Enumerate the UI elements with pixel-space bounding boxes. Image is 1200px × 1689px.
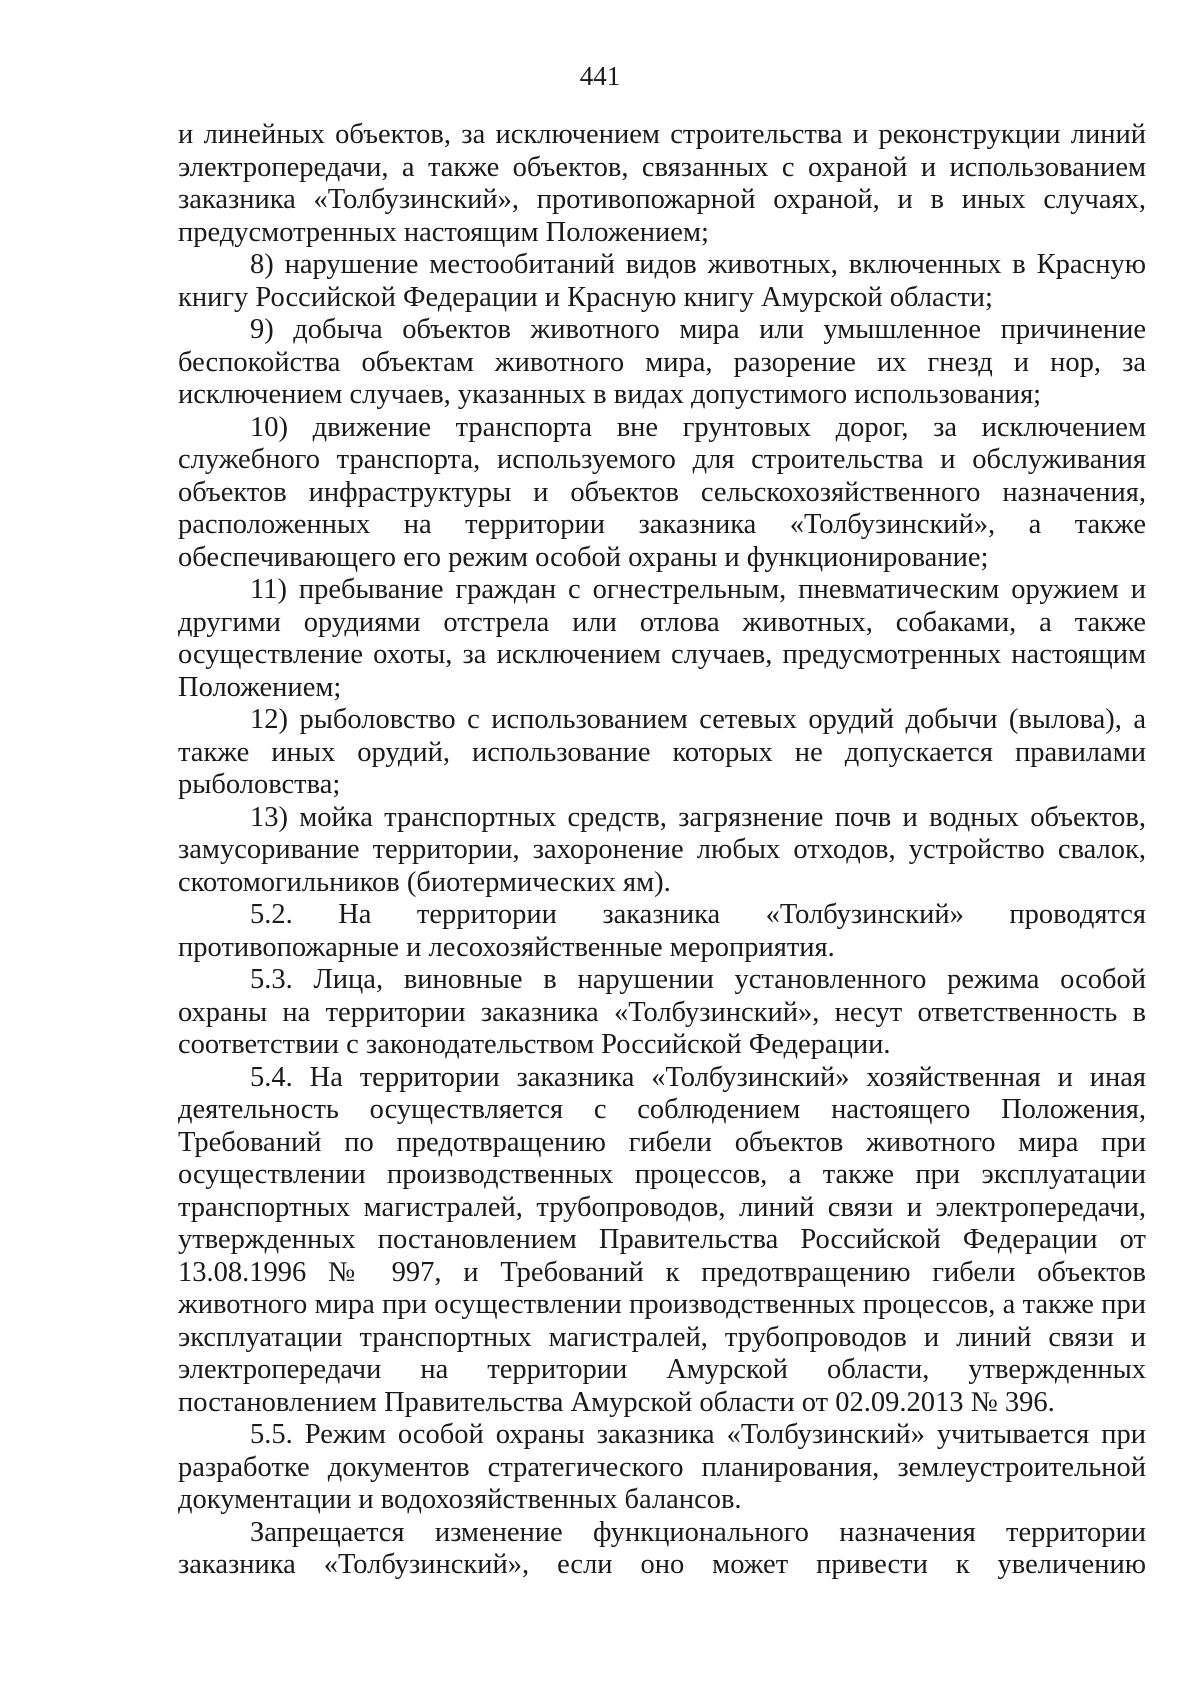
paragraph-5-5: 5.5. Режим особой охраны заказника «Толбузинский» учитывается при разработке документов стратегического планирования, землеустроительной документации и водохозяйственных балансов. <box>178 1419 1146 1515</box>
paragraph-item-11: 11) пребывание граждан с огнестрельным, пневматическим оружием и другими орудиями отстрела или отлова животных, собаками, а также осуществление охоты, за исключением случаев, предусмотренных настоящим Положением; <box>178 574 1146 703</box>
paragraph-item-13: 13) мойка транспортных средств, загрязнение почв и водных объектов, замусоривание территории, захоронение любых отходов, устройство свалок, скотомогильников (биотермических ям). <box>178 801 1146 898</box>
page-number: 441 <box>579 61 621 91</box>
paragraph-continuation: и линейных объектов, за исключением строительства и реконструкции линий электропередачи, а также объектов, связанных с охраной и использованием заказника «Толбузинский», противопожарной охраной, и в иных случаях, предусмотренных настоящим Положением; <box>178 119 1146 248</box>
paragraph-item-12: 12) рыболовство с использованием сетевых орудий добычи (вылова), а также иных орудий, использование которых не допускается правилами рыболовства; <box>178 704 1146 800</box>
document-body <box>178 119 1146 1582</box>
paragraph-5-3: 5.3. Лица, виновные в нарушении установленного режима особой охраны на территории заказника «Толбузинский», несут ответственность в соответствии с законодательством Российской Федерации. <box>178 964 1146 1060</box>
paragraph-5-4: 5.4. На территории заказника «Толбузинский» хозяйственная и иная деятельность осуществляется с соблюдением настоящего Положения, Требований по предотвращению гибели объектов животного мира при осуществлении производственных процессов, а также при эксплуатации транспортных магистралей, трубопроводов, линий связи и электропередачи, утвержденных постановлением Правительства Российской Федерации от 13.08.1996 № 997, и Требований к предотвращению гибели объектов животного мира при осуществлении производственных процессов, а также при эксплуатации транспортных магистралей, трубопроводов и линий связи и электропередачи на территории Амурской области, утвержденных постановлением Правительства Амурской области от 02.09.2013 № 396. <box>178 1061 1146 1418</box>
paragraph-item-9: 9) добыча объектов животного мира или умышленное причинение беспокойства объектам животного мира, разорение их гнезд и нор, за исключением случаев, указанных в видах допустимого использования; <box>178 314 1146 410</box>
paragraph-item-10: 10) движение транспорта вне грунтовых дорог, за исключением служебного транспорта, используемого для строительства и обслуживания объектов инфраструктуры и объектов сельскохозяйственного назначения, расположенных на территории заказника «Толбузинский», а также обеспечивающего его режим особой охраны и функционирование; <box>178 411 1146 573</box>
paragraph-5-2: 5.2. На территории заказника «Толбузинский» проводятся противопожарные и лесохозяйственные мероприятия. <box>178 899 1146 963</box>
paragraph-prohibition: Запрещается изменение функционального назначения территории заказника «Толбузинский», если оно может привести к увеличению <box>178 1516 1146 1580</box>
paragraph-item-8: 8) нарушение местообитаний видов животных, включенных в Красную книгу Российской Федерации и Красную книгу Амурской области; <box>178 249 1146 313</box>
